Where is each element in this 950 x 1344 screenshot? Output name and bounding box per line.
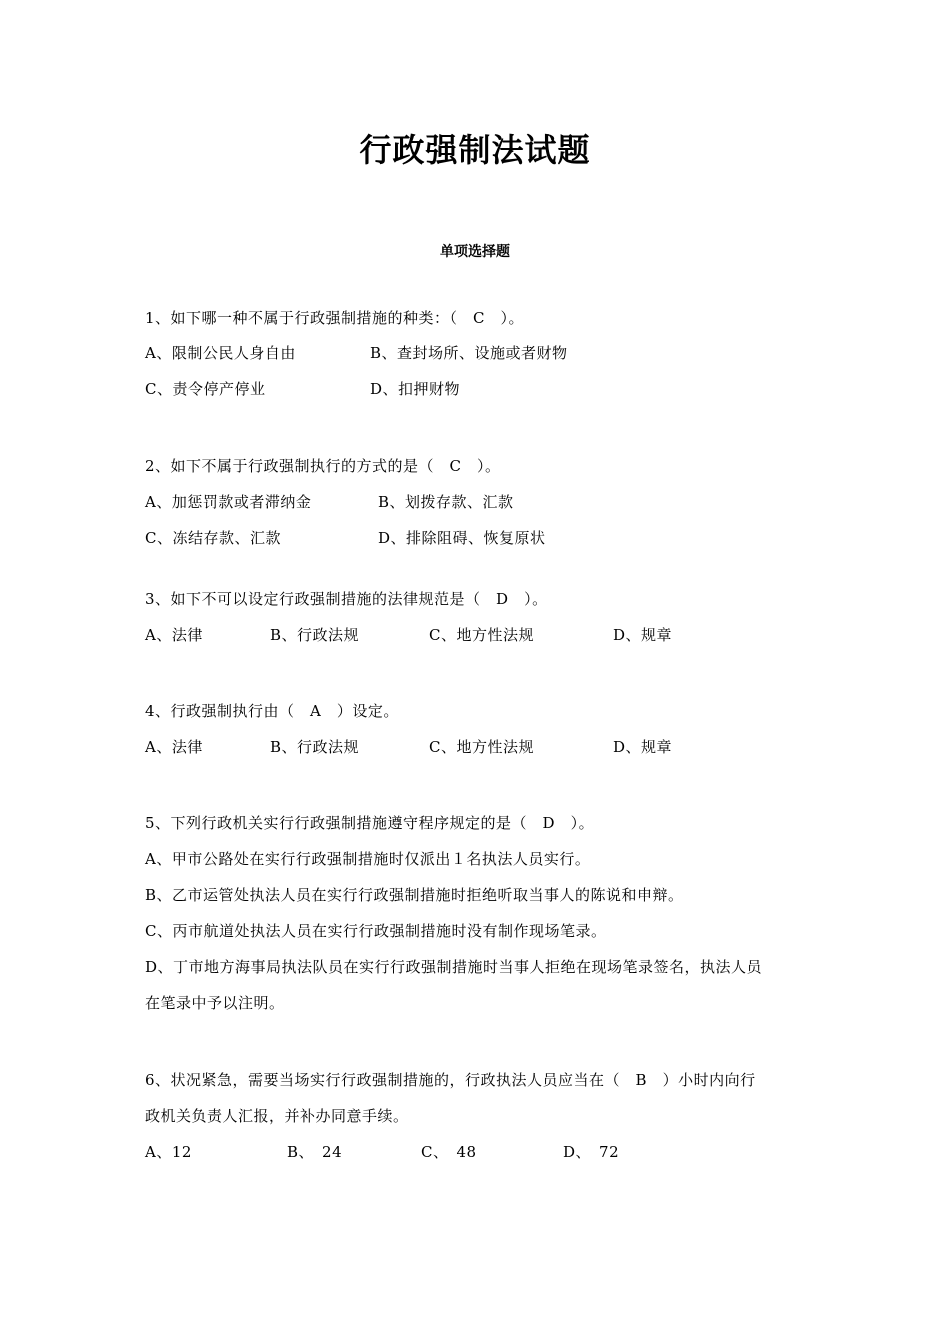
- question-4-option-a: A、法律: [145, 738, 203, 756]
- question-1-option-d: D、扣押财物: [370, 380, 461, 398]
- question-4-option-c: C、地方性法规: [429, 738, 534, 756]
- question-6-option-a: A、12: [145, 1143, 192, 1161]
- question-6-option-d: D、 72: [563, 1143, 620, 1161]
- question-2-option-d: D、排除阻碍、恢复原状: [378, 529, 546, 547]
- question-5-option-b: B、乙市运管处执法人员在实行行政强制措施时拒绝听取当事人的陈说和申辩。: [145, 886, 684, 904]
- question-6-option-b: B、 24: [287, 1143, 343, 1161]
- question-2-option-a: A、加惩罚款或者滞纳金: [145, 493, 312, 511]
- section-heading: 单项选择题: [440, 244, 510, 260]
- question-4-stem: 4、行政强制执行由（ A ）设定。: [145, 702, 399, 720]
- question-3-option-c: C、地方性法规: [429, 626, 534, 644]
- question-4-option-d: D、规章: [613, 738, 673, 756]
- question-1-option-a: A、限制公民人身自由: [145, 344, 296, 362]
- question-5-option-a: A、甲市公路处在实行行政强制措施时仅派出１名执法人员实行。: [145, 850, 591, 868]
- question-3-option-b: B、行政法规: [270, 626, 360, 644]
- question-6-stem-line-2: 政机关负责人汇报，并补办同意手续。: [145, 1107, 409, 1125]
- question-1-option-c: C、责令停产停业: [145, 380, 266, 398]
- question-5-option-c: C、丙市航道处执法人员在实行行政强制措施时没有制作现场笔录。: [145, 922, 607, 940]
- question-3-stem: 3、如下不可以设定行政强制措施的法律规范是（ D ）。: [145, 590, 548, 608]
- question-6-stem-line-1: 6、状况紧急，需要当场实行行政强制措施的，行政执法人员应当在（ B ）小时内向行: [145, 1071, 756, 1089]
- question-2-option-c: C、冻结存款、汇款: [145, 529, 281, 547]
- question-3-option-d: D、规章: [613, 626, 673, 644]
- question-5-stem: 5、下列行政机关实行行政强制措施遵守程序规定的是（ D ）。: [145, 814, 595, 832]
- document-title: 行政强制法试题: [359, 131, 591, 169]
- question-1-stem: 1、如下哪一种不属于行政强制措施的种类：（ C ）。: [145, 309, 525, 327]
- question-2-stem: 2、如下不属于行政强制执行的方式的是（ C ）。: [145, 457, 501, 475]
- question-1-option-b: B、查封场所、设施或者财物: [370, 344, 568, 362]
- question-3-option-a: A、法律: [145, 626, 203, 644]
- question-6-option-c: C、 48: [421, 1143, 477, 1161]
- question-2-option-b: B、划拨存款、汇款: [378, 493, 514, 511]
- question-4-option-b: B、行政法规: [270, 738, 360, 756]
- question-5-option-d: D、丁市地方海事局执法队员在实行行政强制措施时当事人拒绝在现场笔录签名，执法人员: [145, 958, 763, 976]
- question-5-option-d-continued: 在笔录中予以注明。: [145, 994, 285, 1012]
